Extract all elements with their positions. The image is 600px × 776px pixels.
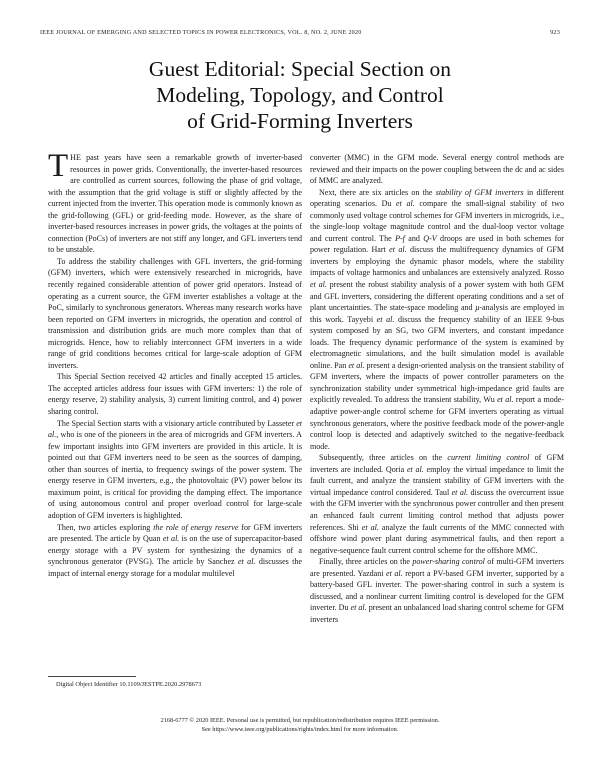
paragraph-intro-text: HE past years have seen a remarkable growth of inverter-based resources in power grids. Conventionally, the inverter-based resources are controlled as current sources, following the phase of grid voltage, with the assumption that the grid voltage is stiff or slightly affected by the current injected from the inverter. This operation mode is commonly known as the grid-following (GFL) or grid-feeding mode. However, as the share of inverter-based resources increases in power grids, the voltages at the points of connection (PoCs) of inverters are not stiff any longer, and GFL inverters tend to be unstable. bbox=[48, 153, 302, 255]
right-column bbox=[310, 152, 564, 625]
paragraph-stability-challenges: To address the stability challenges with GFL inverters, the grid-forming (GFM) inverters, which were extensively researched in microgrids, have recently regained considerable attention of power grid operators. Instead of operating as a current source, the GFM inverter establishes a voltage at the PoC, similarly to synchronous generators. Whereas many research works have been reported on GFM inverters in microgrids, the operation and control of transmission and distribution grids are much more complex than that of microgrids. Hence, how to reliably interconnect GFM inverters in a wide range of grid conditions becomes critical for large-scale adoption of GFM inverters. bbox=[48, 256, 302, 370]
paragraph-energy-reserve: Then, two articles exploring the role of energy reserve for GFM inverters are presented. The article by Quan et al. is on the use of supercapacitor-based energy storage with a PV system for synthesizing the dynamics of a synchronous generator (PVSG). The article by Sanchez et al. discusses the impact of internal energy storage for a modular multilevel bbox=[48, 522, 302, 578]
article-title bbox=[60, 56, 540, 134]
title-line-3: of Grid-Forming Inverters bbox=[187, 109, 413, 133]
title-line-1: Guest Editorial: Special Section on bbox=[148, 57, 452, 81]
paragraph-stability-articles: Next, there are six articles on the stability of GFM inverters in different operating scenarios. Du et al. compare the small-signal stability of two commonly used voltage control schemes for GFM inverters in microgrids, i.e., the single-loop voltage magnitude control and the dual-loop vector voltage and current control. The P-f and Q-V droops are used in both schemes for power regulation. Hart et al. discuss the multifrequency dynamics of GFM inverters by employing the dynamic phasor models, where the stability impacts of voltage harmonics and unbalances are extensively analyzed. Rosso et al. present the robust stability analysis of a power system with both GFM and GFL inverters, considering the different operating conditions and a set of plant uncertainties. The state-space modeling and μ-analysis are employed in this work. Tayyebi et al. discuss the frequency stability of an IEEE 9-bus system composed by an SG, two GFM inverters, and constant impedance loads. The frequency dynamic performance of the system is examined by electromagnetic simulations, and the built simulation model is available online. Pan et al. present a design-oriented analysis on the transient stability of GFM inverters, where the impacts of power controller parameters on the synchronization stability under symmetrical high-impedance grid faults are explicitly revealed. To address the transient stability, Wu et al. report a mode-adaptive power-angle control scheme for GFM inverters operating as virtual synchronous generators, where the positive feedback mode of the power-angle control loop is detected and adaptively switched to the negative-feedback mode. bbox=[310, 187, 565, 451]
left-column bbox=[48, 148, 302, 579]
footnote-divider bbox=[48, 676, 136, 677]
running-head bbox=[40, 29, 560, 36]
doi-footnote: Digital Object Identifier 10.1109/JESTPE.2020.2978673 bbox=[56, 681, 202, 688]
copyright-line-2: See https://www.ieee.org/publications/rights/index.html for more information. bbox=[201, 726, 399, 733]
title-line-2: Modeling, Topology, and Control bbox=[156, 83, 444, 107]
drop-cap: T bbox=[48, 148, 69, 184]
copyright-notice bbox=[40, 716, 560, 734]
paragraph-intro bbox=[48, 148, 302, 256]
journal-name: IEEE JOURNAL OF EMERGING AND SELECTED TOPICS IN POWER ELECTRONICS, VOL. 8, NO. 2, JUNE 2020 bbox=[40, 29, 362, 36]
copyright-line-1: 2168-6777 © 2020 IEEE. Personal use is permitted, but republication/redistribution requires IEEE permission. bbox=[160, 717, 440, 724]
paragraph-current-limiting: Subsequently, three articles on the current limiting control of GFM inverters are included. Qoria et al. employ the virtual impedance to limit the fault current, and analyze the transient stability of GFM inverters with the virtual impedance control considered. Taul et al. discuss the overcurrent issue with the GFM inverter with the synchronous power controller and then present an enhanced fault current limiting control method that adjusts power references. Shi et al. analyze the fault currents of the MMC connected with offshore wind power plant during asymmetrical faults, and then report a negative-sequence fault current control scheme for the offshore MMC. bbox=[310, 453, 565, 555]
paragraph-lasseter: The Special Section starts with a visionary article contributed by Lasseter et al., who is one of the pioneers in the area of microgrids and GFM inverters. A few important insights into GFM inverters are provided in this article. It is pointed out that GFM inverters need to be seen as the sources of damping, other than sources of inertia, to frequency swings of the power system. The energy reserve in GFM inverters, e.g., the photovoltaic (PV) power below its maximum point, is critical for providing the damping effect. The importance of using autonomous control and proper overload control for large-scale adoption of GFM inverters is highlighted. bbox=[48, 418, 302, 520]
paragraph-mmc-continued: converter (MMC) in the GFM mode. Several energy control methods are reviewed and their impacts on the power coupling between the dc and ac sides of MMC are analyzed. bbox=[310, 153, 564, 186]
page-number: 923 bbox=[550, 29, 560, 36]
paragraph-section-overview: This Special Section received 42 articles and finally accepted 15 articles. The accepted articles address four issues with GFM inverters: 1) the role of energy reserve, 2) stability analysis, 3) current limiting control, and 4) power sharing control. bbox=[48, 372, 302, 417]
paragraph-power-sharing: Finally, three articles on the power-sharing control of multi-GFM inverters are presented. Yazdani et al. report a PV-based GFM inverter, supported by a battery-based GFL inverter. The power-sharing control in such a system is discussed, and a nonlinear current limiting control is developed for the GFM inverter. Du et al. present an unbalanced load sharing control scheme for GFM inverters bbox=[310, 557, 565, 624]
